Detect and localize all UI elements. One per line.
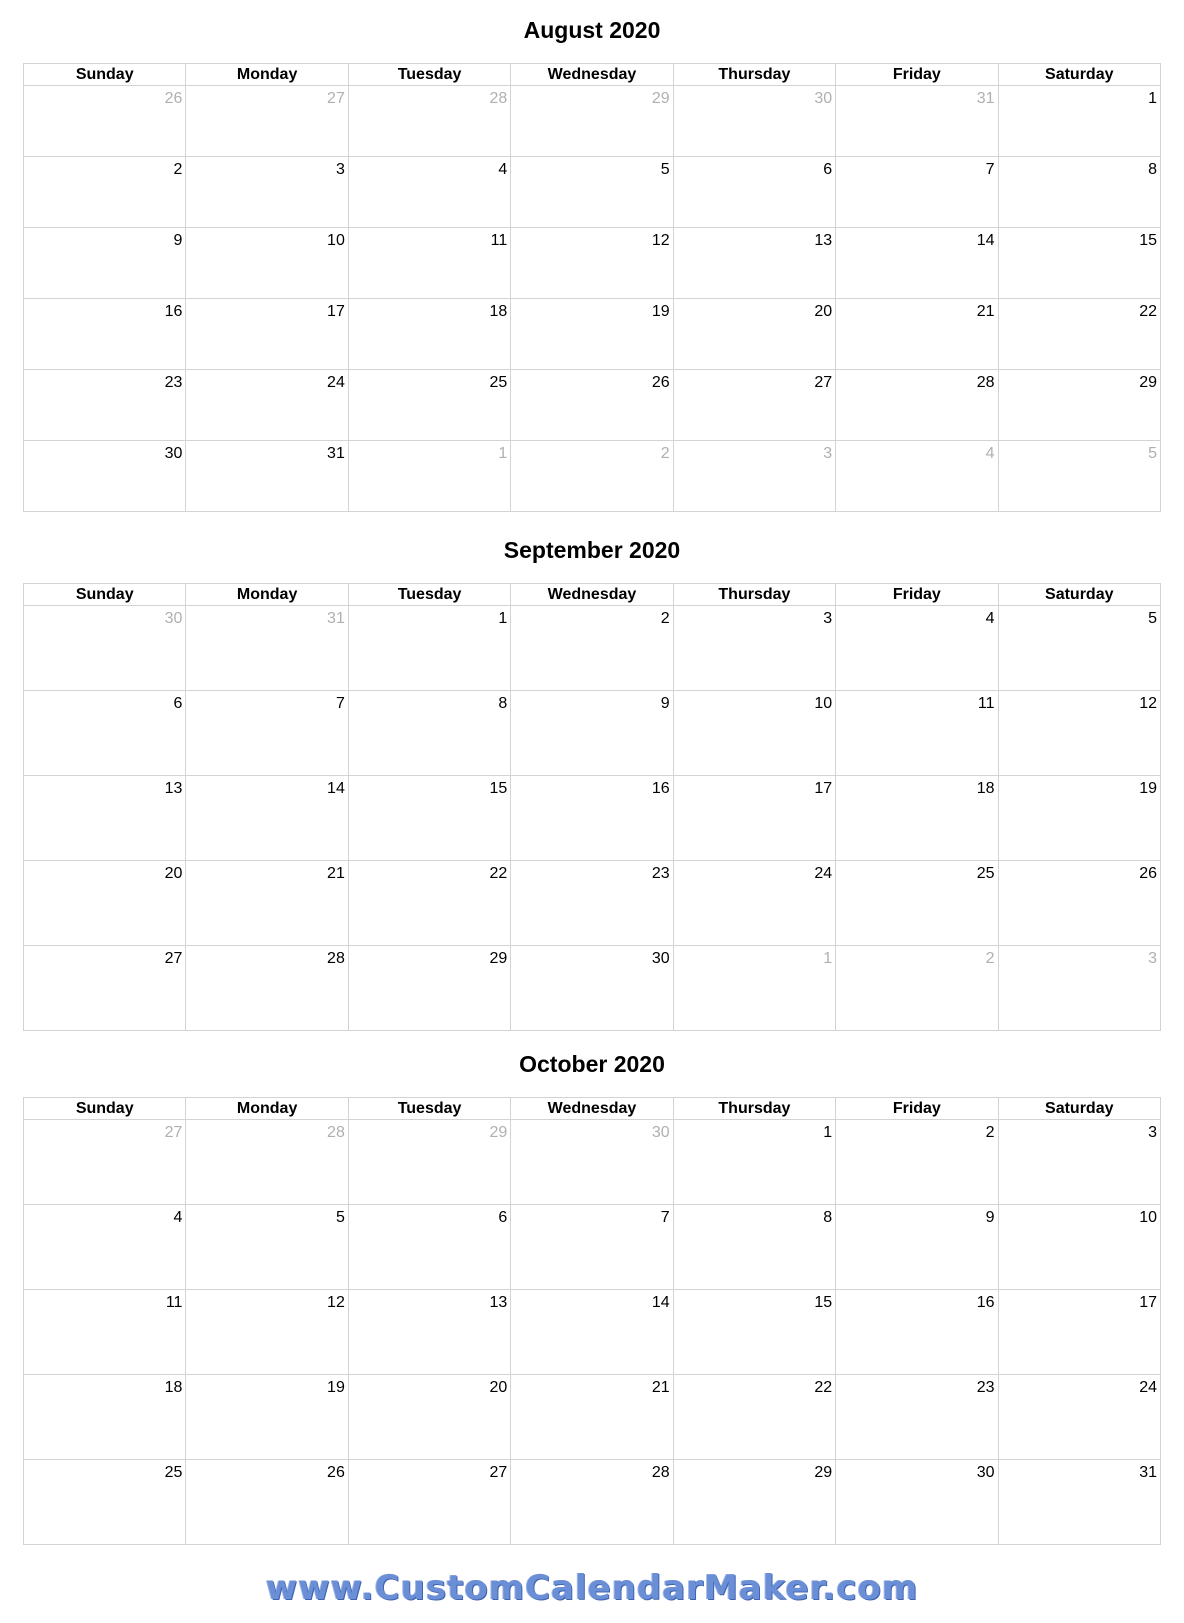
- day-cell: [998, 776, 1160, 861]
- day-number: 30: [651, 1124, 670, 1141]
- day-number: 4: [498, 161, 508, 178]
- day-number: 27: [814, 374, 833, 391]
- day-cell: [511, 370, 673, 441]
- day-number: 26: [651, 374, 670, 391]
- week-row: [24, 946, 1161, 1031]
- day-cell: [673, 861, 835, 946]
- day-number: 10: [814, 695, 833, 712]
- day-number: 26: [1139, 865, 1157, 882]
- day-number: 24: [814, 865, 833, 882]
- day-cell: [836, 157, 998, 228]
- day-number: 7: [335, 695, 345, 712]
- week-row: [24, 1205, 1161, 1290]
- weekday-header-row: [24, 64, 1161, 86]
- day-cell: [186, 441, 348, 512]
- day-number: 1: [498, 445, 508, 462]
- weekday-header: Saturday: [998, 64, 1160, 86]
- day-cell: [24, 1460, 186, 1545]
- weekday-header: Thursday: [673, 584, 835, 606]
- day-cell: [24, 1290, 186, 1375]
- weekday-header: Sunday: [24, 584, 186, 606]
- day-number: 2: [660, 445, 670, 462]
- day-number: 8: [498, 695, 508, 712]
- day-cell-other-month: [836, 946, 998, 1031]
- day-cell: [24, 946, 186, 1031]
- day-number: 27: [164, 1124, 183, 1141]
- day-number: 27: [489, 1464, 508, 1481]
- day-cell: [186, 691, 348, 776]
- weekday-header-row: [24, 584, 1161, 606]
- day-number: 31: [327, 445, 345, 462]
- day-cell: [998, 86, 1160, 157]
- day-cell: [348, 299, 510, 370]
- day-cell: [511, 776, 673, 861]
- day-number: 30: [814, 90, 833, 107]
- calendar-grid: [23, 1097, 1161, 1545]
- day-cell: [511, 1460, 673, 1545]
- day-number: 14: [651, 1294, 670, 1311]
- day-cell: [24, 441, 186, 512]
- weekday-header: Tuesday: [348, 64, 510, 86]
- day-number: 21: [651, 1379, 670, 1396]
- day-cell: [998, 861, 1160, 946]
- day-number: 29: [1139, 374, 1157, 391]
- weekday-header: Monday: [186, 584, 348, 606]
- day-number: 10: [1139, 1209, 1157, 1226]
- day-cell: [186, 776, 348, 861]
- day-cell: [24, 157, 186, 228]
- day-cell: [348, 1205, 510, 1290]
- day-cell: [836, 1460, 998, 1545]
- weekday-header: Monday: [186, 1098, 348, 1120]
- day-cell-other-month: [673, 86, 835, 157]
- day-cell: [998, 299, 1160, 370]
- day-cell: [673, 299, 835, 370]
- day-number: 14: [976, 232, 995, 249]
- day-number: 27: [327, 90, 345, 107]
- day-cell-other-month: [511, 86, 673, 157]
- day-number: 3: [1148, 1124, 1157, 1141]
- day-number: 31: [976, 90, 995, 107]
- week-row: [24, 691, 1161, 776]
- day-cell: [836, 1205, 998, 1290]
- day-number: 7: [985, 161, 995, 178]
- website-watermark[interactable]: www.CustomCalendarMaker.com: [265, 1568, 919, 1608]
- day-number: 22: [489, 865, 508, 882]
- month-title: September 2020: [503, 537, 681, 563]
- day-cell: [24, 691, 186, 776]
- week-row: [24, 299, 1161, 370]
- day-number: 22: [814, 1379, 833, 1396]
- day-number: 28: [327, 1124, 345, 1141]
- weekday-header: Thursday: [673, 64, 835, 86]
- week-row: [24, 1460, 1161, 1545]
- day-cell: [348, 370, 510, 441]
- day-number: 4: [985, 610, 995, 627]
- day-cell: [511, 1205, 673, 1290]
- day-number: 5: [1148, 445, 1157, 462]
- week-row: [24, 606, 1161, 691]
- day-cell: [24, 1205, 186, 1290]
- day-number: 15: [814, 1294, 833, 1311]
- day-cell-other-month: [24, 606, 186, 691]
- day-cell: [673, 606, 835, 691]
- week-row: [24, 370, 1161, 441]
- day-number: 24: [327, 374, 345, 391]
- week-row: [24, 441, 1161, 512]
- day-number: 12: [1139, 695, 1157, 712]
- weekday-header: Saturday: [998, 584, 1160, 606]
- week-row: [24, 228, 1161, 299]
- day-number: 28: [489, 90, 508, 107]
- day-cell: [186, 1375, 348, 1460]
- day-cell: [998, 606, 1160, 691]
- day-cell: [348, 776, 510, 861]
- day-number: 17: [1139, 1294, 1157, 1311]
- day-cell: [836, 228, 998, 299]
- day-number: 30: [164, 445, 183, 462]
- day-number: 3: [1148, 950, 1157, 967]
- week-row: [24, 861, 1161, 946]
- week-row: [24, 157, 1161, 228]
- day-number: 6: [173, 695, 183, 712]
- day-number: 22: [1139, 303, 1157, 320]
- day-number: 2: [985, 1124, 995, 1141]
- day-number: 20: [814, 303, 833, 320]
- day-cell: [348, 606, 510, 691]
- day-cell: [673, 157, 835, 228]
- day-number: 26: [327, 1464, 345, 1481]
- day-number: 8: [823, 1209, 833, 1226]
- day-number: 30: [164, 610, 183, 627]
- day-cell: [836, 1290, 998, 1375]
- day-cell: [998, 157, 1160, 228]
- day-number: 11: [977, 695, 995, 712]
- day-cell: [24, 299, 186, 370]
- day-cell: [348, 1375, 510, 1460]
- day-cell: [24, 228, 186, 299]
- day-cell: [348, 691, 510, 776]
- weekday-header: Sunday: [24, 1098, 186, 1120]
- day-number: 15: [1139, 232, 1157, 249]
- day-number: 25: [489, 374, 508, 391]
- day-number: 16: [651, 780, 670, 797]
- day-cell: [998, 228, 1160, 299]
- day-cell: [186, 157, 348, 228]
- day-cell: [186, 1460, 348, 1545]
- day-number: 14: [327, 780, 345, 797]
- day-number: 15: [489, 780, 508, 797]
- day-number: 19: [1139, 780, 1157, 797]
- day-number: 5: [335, 1209, 345, 1226]
- day-cell: [24, 370, 186, 441]
- weekday-header: Saturday: [998, 1098, 1160, 1120]
- day-number: 31: [327, 610, 345, 627]
- day-number: 18: [489, 303, 508, 320]
- day-cell: [998, 370, 1160, 441]
- day-cell: [511, 157, 673, 228]
- day-cell: [348, 1460, 510, 1545]
- day-cell-other-month: [186, 606, 348, 691]
- day-cell: [511, 691, 673, 776]
- day-cell: [673, 1205, 835, 1290]
- day-number: 10: [327, 232, 345, 249]
- day-cell: [673, 1290, 835, 1375]
- day-cell: [673, 370, 835, 441]
- day-number: 11: [165, 1294, 183, 1311]
- day-number: 25: [164, 1464, 183, 1481]
- day-cell: [511, 1375, 673, 1460]
- day-cell: [998, 1375, 1160, 1460]
- day-cell-other-month: [673, 441, 835, 512]
- day-number: 19: [327, 1379, 345, 1396]
- day-number: 17: [814, 780, 833, 797]
- day-cell: [24, 1375, 186, 1460]
- day-number: 19: [651, 303, 670, 320]
- day-number: 1: [823, 950, 833, 967]
- day-cell: [673, 228, 835, 299]
- day-number: 23: [976, 1379, 995, 1396]
- day-number: 13: [164, 780, 183, 797]
- day-number: 18: [164, 1379, 183, 1396]
- day-number: 16: [976, 1294, 995, 1311]
- day-number: 5: [660, 161, 670, 178]
- day-cell: [836, 606, 998, 691]
- week-row: [24, 1120, 1161, 1205]
- day-cell-other-month: [998, 441, 1160, 512]
- day-number: 9: [173, 232, 183, 249]
- week-row: [24, 86, 1161, 157]
- day-cell-other-month: [998, 946, 1160, 1031]
- day-cell: [673, 1120, 835, 1205]
- day-number: 28: [327, 950, 345, 967]
- day-cell-other-month: [186, 86, 348, 157]
- day-number: 4: [173, 1209, 183, 1226]
- day-cell: [348, 228, 510, 299]
- day-number: 1: [1148, 90, 1157, 107]
- week-row: [24, 1375, 1161, 1460]
- month-title: August 2020: [523, 17, 661, 43]
- day-cell: [348, 861, 510, 946]
- day-cell: [673, 1375, 835, 1460]
- weekday-header: Wednesday: [511, 1098, 673, 1120]
- day-number: 3: [823, 610, 833, 627]
- day-number: 29: [651, 90, 670, 107]
- day-number: 5: [1148, 610, 1157, 627]
- day-number: 3: [335, 161, 345, 178]
- day-cell: [186, 946, 348, 1031]
- day-cell: [348, 1290, 510, 1375]
- day-number: 23: [651, 865, 670, 882]
- day-cell-other-month: [511, 1120, 673, 1205]
- day-cell: [836, 691, 998, 776]
- day-number: 28: [976, 374, 995, 391]
- weekday-header: Friday: [836, 584, 998, 606]
- day-number: 9: [660, 695, 670, 712]
- weekday-header: Tuesday: [348, 584, 510, 606]
- day-number: 31: [1139, 1464, 1157, 1481]
- day-cell: [186, 370, 348, 441]
- day-number: 11: [490, 232, 508, 249]
- day-cell-other-month: [836, 86, 998, 157]
- day-cell-other-month: [186, 1120, 348, 1205]
- day-cell: [836, 299, 998, 370]
- day-cell: [836, 861, 998, 946]
- day-cell: [186, 228, 348, 299]
- calendar-grid: [23, 583, 1161, 1031]
- day-number: 4: [985, 445, 995, 462]
- day-cell: [24, 776, 186, 861]
- day-number: 30: [976, 1464, 995, 1481]
- day-cell-other-month: [836, 441, 998, 512]
- day-cell: [998, 691, 1160, 776]
- day-cell-other-month: [348, 441, 510, 512]
- day-cell-other-month: [24, 1120, 186, 1205]
- day-number: 1: [823, 1124, 833, 1141]
- day-number: 29: [814, 1464, 833, 1481]
- day-cell: [511, 228, 673, 299]
- day-number: 28: [651, 1464, 670, 1481]
- day-cell: [836, 1120, 998, 1205]
- day-number: 2: [985, 950, 995, 967]
- day-cell-other-month: [511, 441, 673, 512]
- day-cell-other-month: [348, 86, 510, 157]
- day-number: 13: [814, 232, 833, 249]
- day-number: 17: [327, 303, 345, 320]
- day-cell: [186, 1290, 348, 1375]
- weekday-header: Thursday: [673, 1098, 835, 1120]
- weekday-header: Friday: [836, 1098, 998, 1120]
- weekday-header: Tuesday: [348, 1098, 510, 1120]
- day-cell: [186, 299, 348, 370]
- day-number: 13: [489, 1294, 508, 1311]
- day-cell: [836, 370, 998, 441]
- day-cell: [186, 1205, 348, 1290]
- day-number: 12: [651, 232, 670, 249]
- month-title: October 2020: [519, 1051, 665, 1077]
- day-number: 1: [498, 610, 508, 627]
- day-cell: [998, 1120, 1160, 1205]
- weekday-header: Wednesday: [511, 584, 673, 606]
- day-number: 21: [976, 303, 995, 320]
- day-number: 2: [173, 161, 183, 178]
- day-cell: [24, 861, 186, 946]
- day-cell: [511, 606, 673, 691]
- day-cell: [998, 1460, 1160, 1545]
- day-cell-other-month: [348, 1120, 510, 1205]
- day-number: 16: [164, 303, 183, 320]
- day-number: 29: [489, 1124, 508, 1141]
- day-cell: [511, 946, 673, 1031]
- week-row: [24, 776, 1161, 861]
- day-number: 30: [651, 950, 670, 967]
- day-number: 25: [976, 865, 995, 882]
- day-number: 20: [164, 865, 183, 882]
- day-number: 12: [327, 1294, 345, 1311]
- day-number: 2: [660, 610, 670, 627]
- day-cell: [673, 691, 835, 776]
- day-cell: [998, 1290, 1160, 1375]
- day-cell: [348, 946, 510, 1031]
- day-number: 6: [823, 161, 833, 178]
- weekday-header-row: [24, 1098, 1161, 1120]
- weekday-header: Wednesday: [511, 64, 673, 86]
- day-number: 29: [489, 950, 508, 967]
- day-cell: [186, 861, 348, 946]
- day-number: 20: [489, 1379, 508, 1396]
- day-cell: [998, 1205, 1160, 1290]
- day-cell: [511, 861, 673, 946]
- day-number: 3: [823, 445, 833, 462]
- day-number: 7: [660, 1209, 670, 1226]
- day-cell-other-month: [673, 946, 835, 1031]
- day-cell: [673, 1460, 835, 1545]
- day-number: 6: [498, 1209, 508, 1226]
- weekday-header: Friday: [836, 64, 998, 86]
- weekday-header: Sunday: [24, 64, 186, 86]
- day-number: 27: [164, 950, 183, 967]
- calendar-grid: [23, 63, 1161, 512]
- day-cell: [836, 1375, 998, 1460]
- day-cell: [673, 776, 835, 861]
- day-number: 23: [164, 374, 183, 391]
- day-number: 9: [985, 1209, 995, 1226]
- day-number: 8: [1148, 161, 1157, 178]
- day-number: 24: [1139, 1379, 1157, 1396]
- weekday-header: Monday: [186, 64, 348, 86]
- day-cell: [836, 776, 998, 861]
- day-cell: [348, 157, 510, 228]
- day-number: 18: [976, 780, 995, 797]
- day-number: 26: [164, 90, 183, 107]
- day-cell-other-month: [24, 86, 186, 157]
- day-cell: [511, 299, 673, 370]
- week-row: [24, 1290, 1161, 1375]
- day-number: 21: [327, 865, 345, 882]
- day-cell: [511, 1290, 673, 1375]
